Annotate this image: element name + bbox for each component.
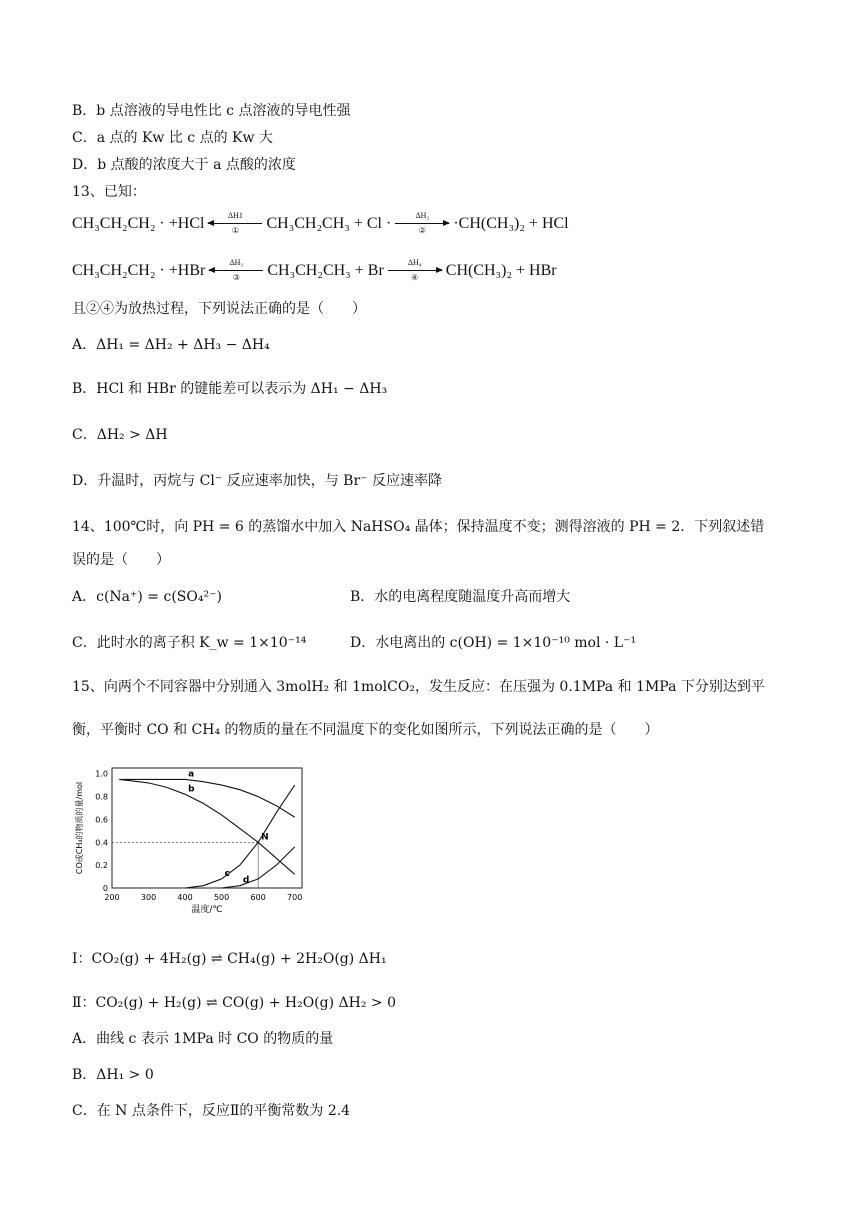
q14-stem-1: 14、100℃时，向 PH = 6 的蒸馏水中加入 NaHSO₄ 晶体；保持温度不变；测得溶液的 PH = 2．下列叙述错	[72, 519, 765, 535]
eq1-middle: CH₃CH₂CH₃ + Cl ·	[266, 215, 392, 232]
q15-stem-2: 衡，平衡时 CO 和 CH₄ 的物质的量在不同温度下的变化如图所示，下列说法正确的是（ ）	[72, 722, 659, 738]
y-tick-label: 0	[102, 884, 108, 893]
eq2-middle: CH₃CH₂CH₃ + Br	[267, 262, 384, 279]
q12-option-b: B．b 点溶液的导电性比 c 点溶液的导电性强	[72, 103, 351, 119]
series-line-b	[119, 779, 294, 874]
q15-option-c: C．在 N 点条件下，反应Ⅱ的平衡常数为 2.4	[72, 1103, 351, 1119]
q14-option-d: D．水电离出的 c(OH) = 1×10⁻¹⁰ mol · L⁻¹	[350, 635, 637, 651]
y-tick-label: 1.0	[95, 769, 108, 779]
eq1-left: CH₃CH₂CH₂ · +HCl	[72, 215, 205, 232]
q15-option-a: A．曲线 c 表示 1MPa 时 CO 的物质的量	[72, 1031, 334, 1047]
q13-stem: 13、已知：	[72, 184, 146, 200]
series-label-d: d	[242, 875, 250, 886]
y-tick-label: 0.8	[95, 792, 108, 802]
x-tick-label: 400	[177, 893, 193, 902]
q14-option-a: A．c(Na⁺) = c(SO₄²⁻)	[72, 589, 222, 605]
eq1-right: ·CH(CH₃)₂ + HCl	[453, 215, 569, 232]
series-line-a	[119, 779, 294, 817]
x-tick-label: 600	[250, 893, 266, 902]
arrow-2: ΔH₂ ②	[395, 217, 449, 231]
arrow-3: ΔH₃ ③	[209, 264, 263, 278]
q14-stem-2: 误的是（ ）	[72, 552, 170, 568]
q13-option-d: D．升温时，丙烷与 Cl⁻ 反应速率加快，与 Br⁻ 反应速率降	[72, 473, 442, 489]
y-tick-label: 0.4	[95, 838, 108, 848]
eq2-left: CH₃CH₂CH₂ · +HBr	[72, 262, 206, 279]
q15-reaction-1: Ⅰ：CO₂(g) + 4H₂(g) ⇌ CH₄(g) + 2H₂O(g) ΔH₁	[72, 951, 387, 967]
plot-frame	[112, 768, 302, 888]
q12-option-d: D．b 点酸的浓度大于 a 点酸的浓度	[72, 157, 296, 173]
q13-equation-1	[72, 211, 569, 236]
x-tick-label: 500	[213, 893, 230, 902]
y-tick-label: 0.2	[95, 861, 108, 871]
y-tick-label: 0.6	[95, 815, 108, 825]
series-label-a: a	[188, 769, 195, 780]
q13-note: 且②④为放热过程，下列说法正确的是（ ）	[72, 301, 366, 317]
q13-option-a: A．ΔH₁ = ΔH₂ + ΔH₃ − ΔH₄	[72, 337, 270, 353]
equilibrium-chart	[72, 760, 312, 920]
arrow-4: ΔH₄ ④	[388, 264, 442, 278]
point-label-n: N	[261, 832, 269, 843]
q13-option-b: B．HCl 和 HBr 的键能差可以表示为 ΔH₁ − ΔH₃	[72, 381, 388, 397]
q14-option-c: C．此时水的离子积 K_w = 1×10⁻¹⁴	[72, 635, 307, 651]
arrow-1: ΔH1 ①	[208, 217, 262, 231]
q13-option-c: C．ΔH₂ > ΔH	[72, 427, 168, 443]
eq2-right: CH(CH₃)₂ + HBr	[445, 262, 557, 279]
q15-option-b: B．ΔH₁ > 0	[72, 1067, 154, 1083]
q15-reaction-2: Ⅱ：CO₂(g) + H₂(g) ⇌ CO(g) + H₂O(g) ΔH₂ > 0	[72, 995, 396, 1011]
x-tick-label: 300	[140, 893, 157, 902]
y-axis-label: CO或CH₄的物质的量/mol	[75, 781, 84, 875]
q15-stem-1: 15、向两个不同容器中分别通入 3molH₂ 和 1molCO₂，发生反应：在压强为 0.1MPa 和 1MPa 下分别达到平	[72, 679, 765, 695]
x-tick-label: 200	[104, 893, 120, 902]
q13-equation-2	[72, 258, 557, 283]
series-label-c: c	[224, 868, 230, 879]
series-line-c	[185, 785, 295, 888]
x-axis-label: 温度/℃	[191, 905, 223, 915]
series-label-b: b	[188, 784, 195, 795]
q14-option-b: B．水的电离程度随温度升高而增大	[350, 589, 571, 605]
x-tick-label: 700	[287, 893, 303, 902]
q12-option-c: C．a 点的 Kw 比 c 点的 Kw 大	[72, 130, 273, 146]
